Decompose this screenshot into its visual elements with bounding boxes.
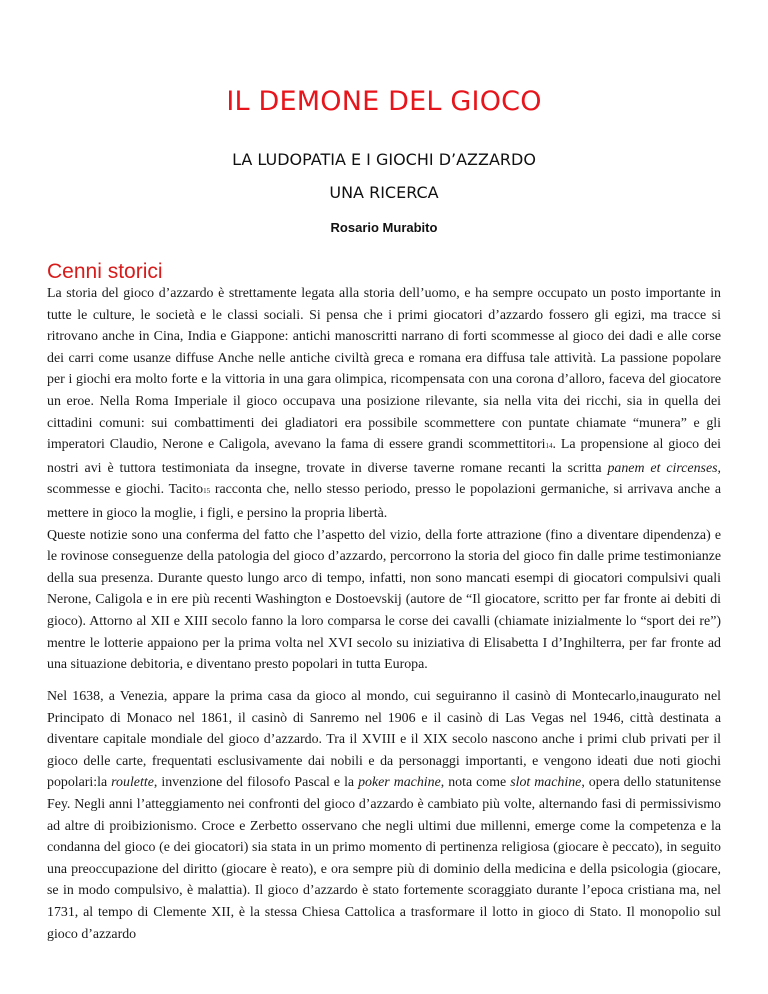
paragraph-history [47, 283, 721, 676]
italic-phrase: roulette [111, 775, 154, 791]
text-run: racconta che, nello stesso periodo, presso le popolazioni germaniche, si arrivava anche a mettere in gioco la moglie, i figli, e persino la propria libertà. [47, 482, 721, 521]
italic-phrase: slot machine [510, 775, 582, 791]
paragraph-text [47, 283, 721, 525]
italic-phrase: panem et circenses [607, 460, 718, 476]
document-subtitle-research: UNA RICERCA [329, 183, 439, 202]
footnote-ref-14: 14 [545, 442, 553, 451]
author-name: Rosario Murabito [330, 220, 438, 235]
text-run: Queste notizie sono una conferma del fatto che l’aspetto del vizio, della forte attrazione (fino a diventare dipendenza) e le rovinose conseguenze della patologia del gioco d’azzardo, percorrono la storia del gioco fin dalle prime testimonianze della sua presenza. Durante questo lungo arco di tempo, infatti, non sono mancati esempi di giocatori compulsivi quali Nerone, Caligola e in ere più recenti Washington e Dostoevskij (autore de “Il giocatore, scritto per far fronte ai debiti di gioco). Attorno al XII e XIII secolo fanno la loro comparsa le corse dei cavalli (chiamate inizialmente lo “sport dei re”) mentre le lotterie appaiono per la prima volta nel XVI secolo su iniziativa di Elisabetta I d’Inghilterra, per far fronte ad una situazione debitoria, e diventano presto popolari in tutta Europa. [47, 527, 721, 673]
text-run: , scommesse e giochi. Tacito [47, 460, 721, 498]
paragraph-text [47, 525, 721, 676]
section-heading: Cenni storici [47, 260, 163, 283]
text-run: , invenzione del filosofo Pascal e la [153, 775, 359, 791]
text-run: . La propensione al gioco dei nostri avi è tuttora testimoniata da insegne, trovate in diverse taverne romane recanti la scritta [47, 437, 721, 476]
text-run: La storia del gioco d’azzardo è strettamente legata alla storia dell’uomo, e ha sempre occupato un posto importante in tutte le culture, le società e le classi sociali. Si pensa che i primi giocatori d’azzardo fossero gli egizi, ma tracce si ritrovano anche in Cina, India e Giappone: antichi manoscritti narrano di forti scommesse al gioco dei dadi e alle corse dei carri come usanze diffuse Anche nelle antiche civiltà greca e romana era diffusa tale attività. La passione popolare per i giochi era molto forte e la vittoria in una gara olimpica, ricompensata con una corona d’alloro, faceva del giocatore un eroe. Nella Roma Imperiale il gioco occupava una posizione rilevante, sia nella vita dei ricchi, sia in quella dei cittadini comuni: sui combattimenti dei gladiatori era possibile scommettere con puntate chiamate “munera” e gli imperatori Claudio, Nerone e Caligola, avevano la fama di essere grandi scommettitori [47, 286, 721, 453]
paragraph-casinos [47, 686, 721, 945]
document-subtitle: LA LUDOPATIA E I GIOCHI D’AZZARDO [232, 150, 536, 169]
text-run: , opera dello statunitense Fey. Negli anni l’atteggiamento nei confronti del gioco d’azzardo è cambiato più volte, alternando fasi di permissivismo ad altre di proibizionismo. Croce e Zerbetto osservano che negli ultimi due millenni, emerge come la competenza e la condanna del gioco (e dei giocatori) sia stata in un primo momento di pertinenza religiosa (giocare è peccato), in seguito una preoccupazione del diritto (giocare è reato), e ora sempre più di dominio della medicina e della psicologia (giocare, se in modo compulsivo, è malattia). Il gioco d’azzardo è stato fortemente scoraggiato durante l’epoca cristiana ma, nel 1731, al tempo di Clemente XII, è la stessa Chiesa Cattolica a trasformare il lotto in gioco di Stato. Il monopolio sul gioco d’azzardo [47, 775, 721, 942]
document-title: IL DEMONE DEL GIOCO [226, 86, 542, 117]
paragraph-text [47, 686, 721, 945]
footnote-ref-15: 15 [203, 487, 211, 496]
italic-phrase: poker machine [358, 775, 441, 791]
text-run: Nel 1638, a Venezia, appare la prima casa da gioco al mondo, cui seguiranno il casinò di Montecarlo,inaugurato nel Principato di Monaco nel 1861, il casinò di Sanremo nel 1906 e il casinò di Las Vegas nel 1946, città destinata a diventare capitale mondiale del gioco d’azzardo. Tra il XVIII e il XIX secolo nascono anche i primi club privati per il gioco delle carte, frequentati esclusivamente dai nobili e da personaggi importanti, e vengono ideati due noti giochi popolari:la [47, 689, 721, 791]
text-run: , nota come [440, 775, 511, 791]
